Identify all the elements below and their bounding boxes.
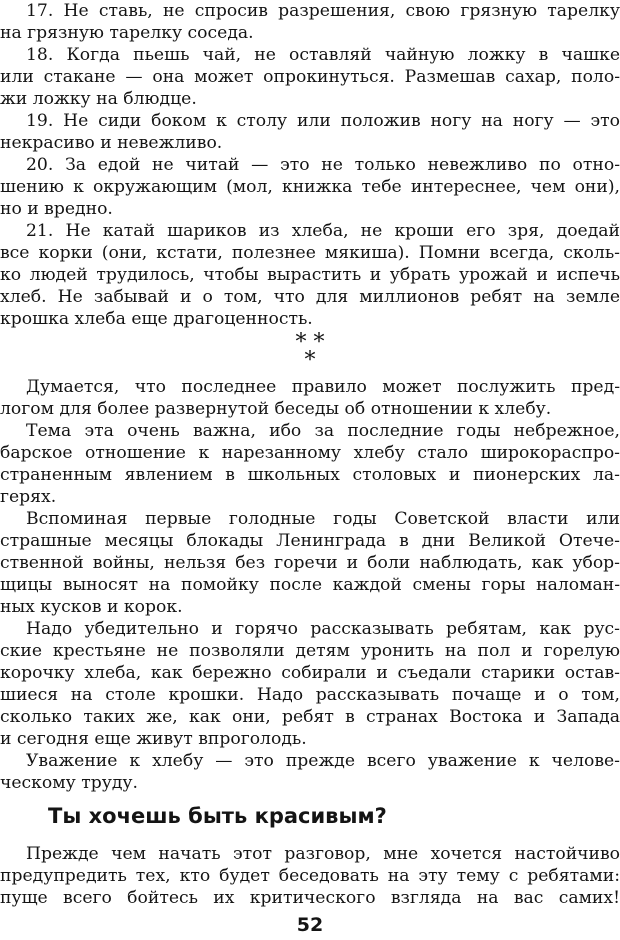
text-line: 18. Когда пьешь чай, не оставляй чайную ложку в чашке [26,45,620,65]
text-line: на грязную тарелку соседа. [0,23,254,43]
text-line: все корки (они, кстати, полезнее мякиша). Помни всегда, сколь- [0,243,620,263]
text-line: ных кусков и корок. [0,597,183,617]
text-line: 21. Не катай шариков из хлеба, не кроши его зря, доедай [26,221,620,241]
text-line: пуще всего бойтесь их критического взгляда на вас самих! [0,888,620,908]
text-line: Тема эта очень важна, ибо за последние годы небрежное, [26,421,620,441]
section-divider-star: * [304,348,316,373]
text-line: 19. Не сиди боком к столу или положив ногу на ногу — это [26,111,620,131]
text-line: барское отношение к нарезанному хлебу стало широкораспро- [0,443,620,463]
text-line: шиеся на столе крошки. Надо рассказывать почаще и о том, [0,685,620,705]
text-line: Прежде чем начать этот разговор, мне хочется настойчиво [26,844,620,864]
text-line: 20. За едой не читай — это не только невежливо по отно- [26,155,620,175]
text-line: логом для более развернутой беседы об отношении к хлебу. [0,399,552,419]
text-line: крошка хлеба еще драгоценность. [0,309,313,329]
text-line: или стакане — она может опрокинуться. Размешав сахар, поло- [0,67,620,87]
text-line: страненным явлением в школьных столовых и пионерских ла- [0,465,620,485]
text-line: страшные месяцы блокады Ленинграда в дни Великой Отече- [0,531,620,551]
text-line: щицы выносят на помойку после каждой смены горы наломан- [0,575,620,595]
text-line: ские крестьяне не позволяли детям уронить на пол и горелую [0,641,620,661]
text-line: Надо убедительно и горячо рассказывать ребятам, как рус- [26,619,620,639]
text-line: Думается, что последнее правило может послужить пред- [26,377,620,397]
text-line: предупредить тех, кто будет беседовать на эту тему с ребятами: [0,866,620,886]
text-line: герях. [0,487,57,507]
text-line: сколько таких же, как они, ребят в странах Востока и Запада [0,707,620,727]
text-line: и сегодня еще живут впроголодь. [0,729,307,749]
text-line: ственной войны, нельзя без горечи и боли наблюдать, как убор- [0,553,620,573]
text-line: некрасиво и невежливо. [0,133,223,153]
text-line: но и вредно. [0,199,113,219]
page-number: 52 [296,914,324,936]
text-line: шению к окружающим (мол, книжка тебе интереснее, чем они), [0,177,620,197]
text-line: корочку хлеба, как бережно собирали и съедали старики остав- [0,663,620,683]
text-line: ко людей трудилось, чтобы вырастить и убрать урожай и испечь [0,265,620,285]
text-line: ческому труду. [0,773,138,793]
text-line: хлеб. Не забывай и о том, что для миллионов ребят на земле [0,287,620,307]
text-line: 17. Не ставь, не спросив разрешения, свою грязную тарелку [26,1,620,21]
text-line: жи ложку на блюдце. [0,89,197,109]
text-line: Вспоминая первые голодные годы Советской власти или [26,509,620,529]
text-line: Уважение к хлебу — это прежде всего уважение к челове- [26,751,620,771]
section-heading: Ты хочешь быть красивым? [48,804,387,828]
section-divider-stars: * * [295,330,325,355]
